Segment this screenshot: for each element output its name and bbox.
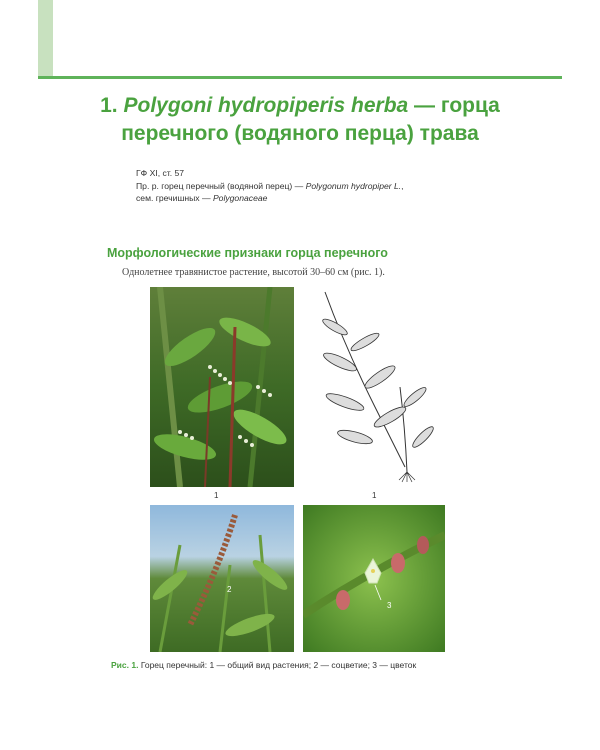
ref-family-name: сем. гречишных —: [136, 193, 211, 203]
title-russian-start: — горца: [414, 94, 500, 117]
title-latin: Polygoni hydropiperis herba: [123, 94, 409, 117]
caption-prefix: Рис. 1.: [111, 660, 139, 670]
caption-text: Горец перечный: 1 — общий вид растения; 2 — соцветие; 3 — цветок: [140, 660, 417, 670]
header-rule: [38, 76, 562, 79]
corner-tab: [38, 0, 53, 76]
section-heading: Морфологические признаки горца перечного: [107, 246, 388, 260]
figure-label-drawing: 1: [372, 491, 377, 500]
references: [136, 167, 456, 205]
ref-species-name: Пр. р. горец перечный (водяной перец) —: [136, 180, 304, 191]
plant-photo-inflorescence: [150, 505, 294, 652]
plant-photo-general: [150, 287, 294, 487]
title-russian-line2: перечного (водяного перца) трава: [121, 122, 479, 145]
ref-pharmacopoeia: ГФ XI, ст. 57: [136, 168, 185, 178]
ref-species-comma: ,: [401, 180, 404, 191]
page-title: [60, 92, 540, 148]
botanical-drawing: [305, 287, 445, 487]
callout-inflorescence: 2: [227, 585, 232, 594]
figure-label-photo1: 1: [214, 491, 219, 500]
ref-family-latin: Polygonaceae: [212, 193, 268, 203]
ref-species: [136, 180, 456, 193]
intro-text: Однолетнее травянистое растение, высотой 30–60 см (рис. 1).: [122, 267, 385, 278]
plant-photo-flower: [303, 505, 445, 652]
title-number: 1.: [100, 94, 118, 117]
ref-species-latin: Polygonum hydropiper L.: [305, 180, 402, 191]
callout-flower: 3: [387, 601, 392, 610]
ref-family: [136, 192, 456, 205]
figure-caption: [111, 660, 416, 670]
